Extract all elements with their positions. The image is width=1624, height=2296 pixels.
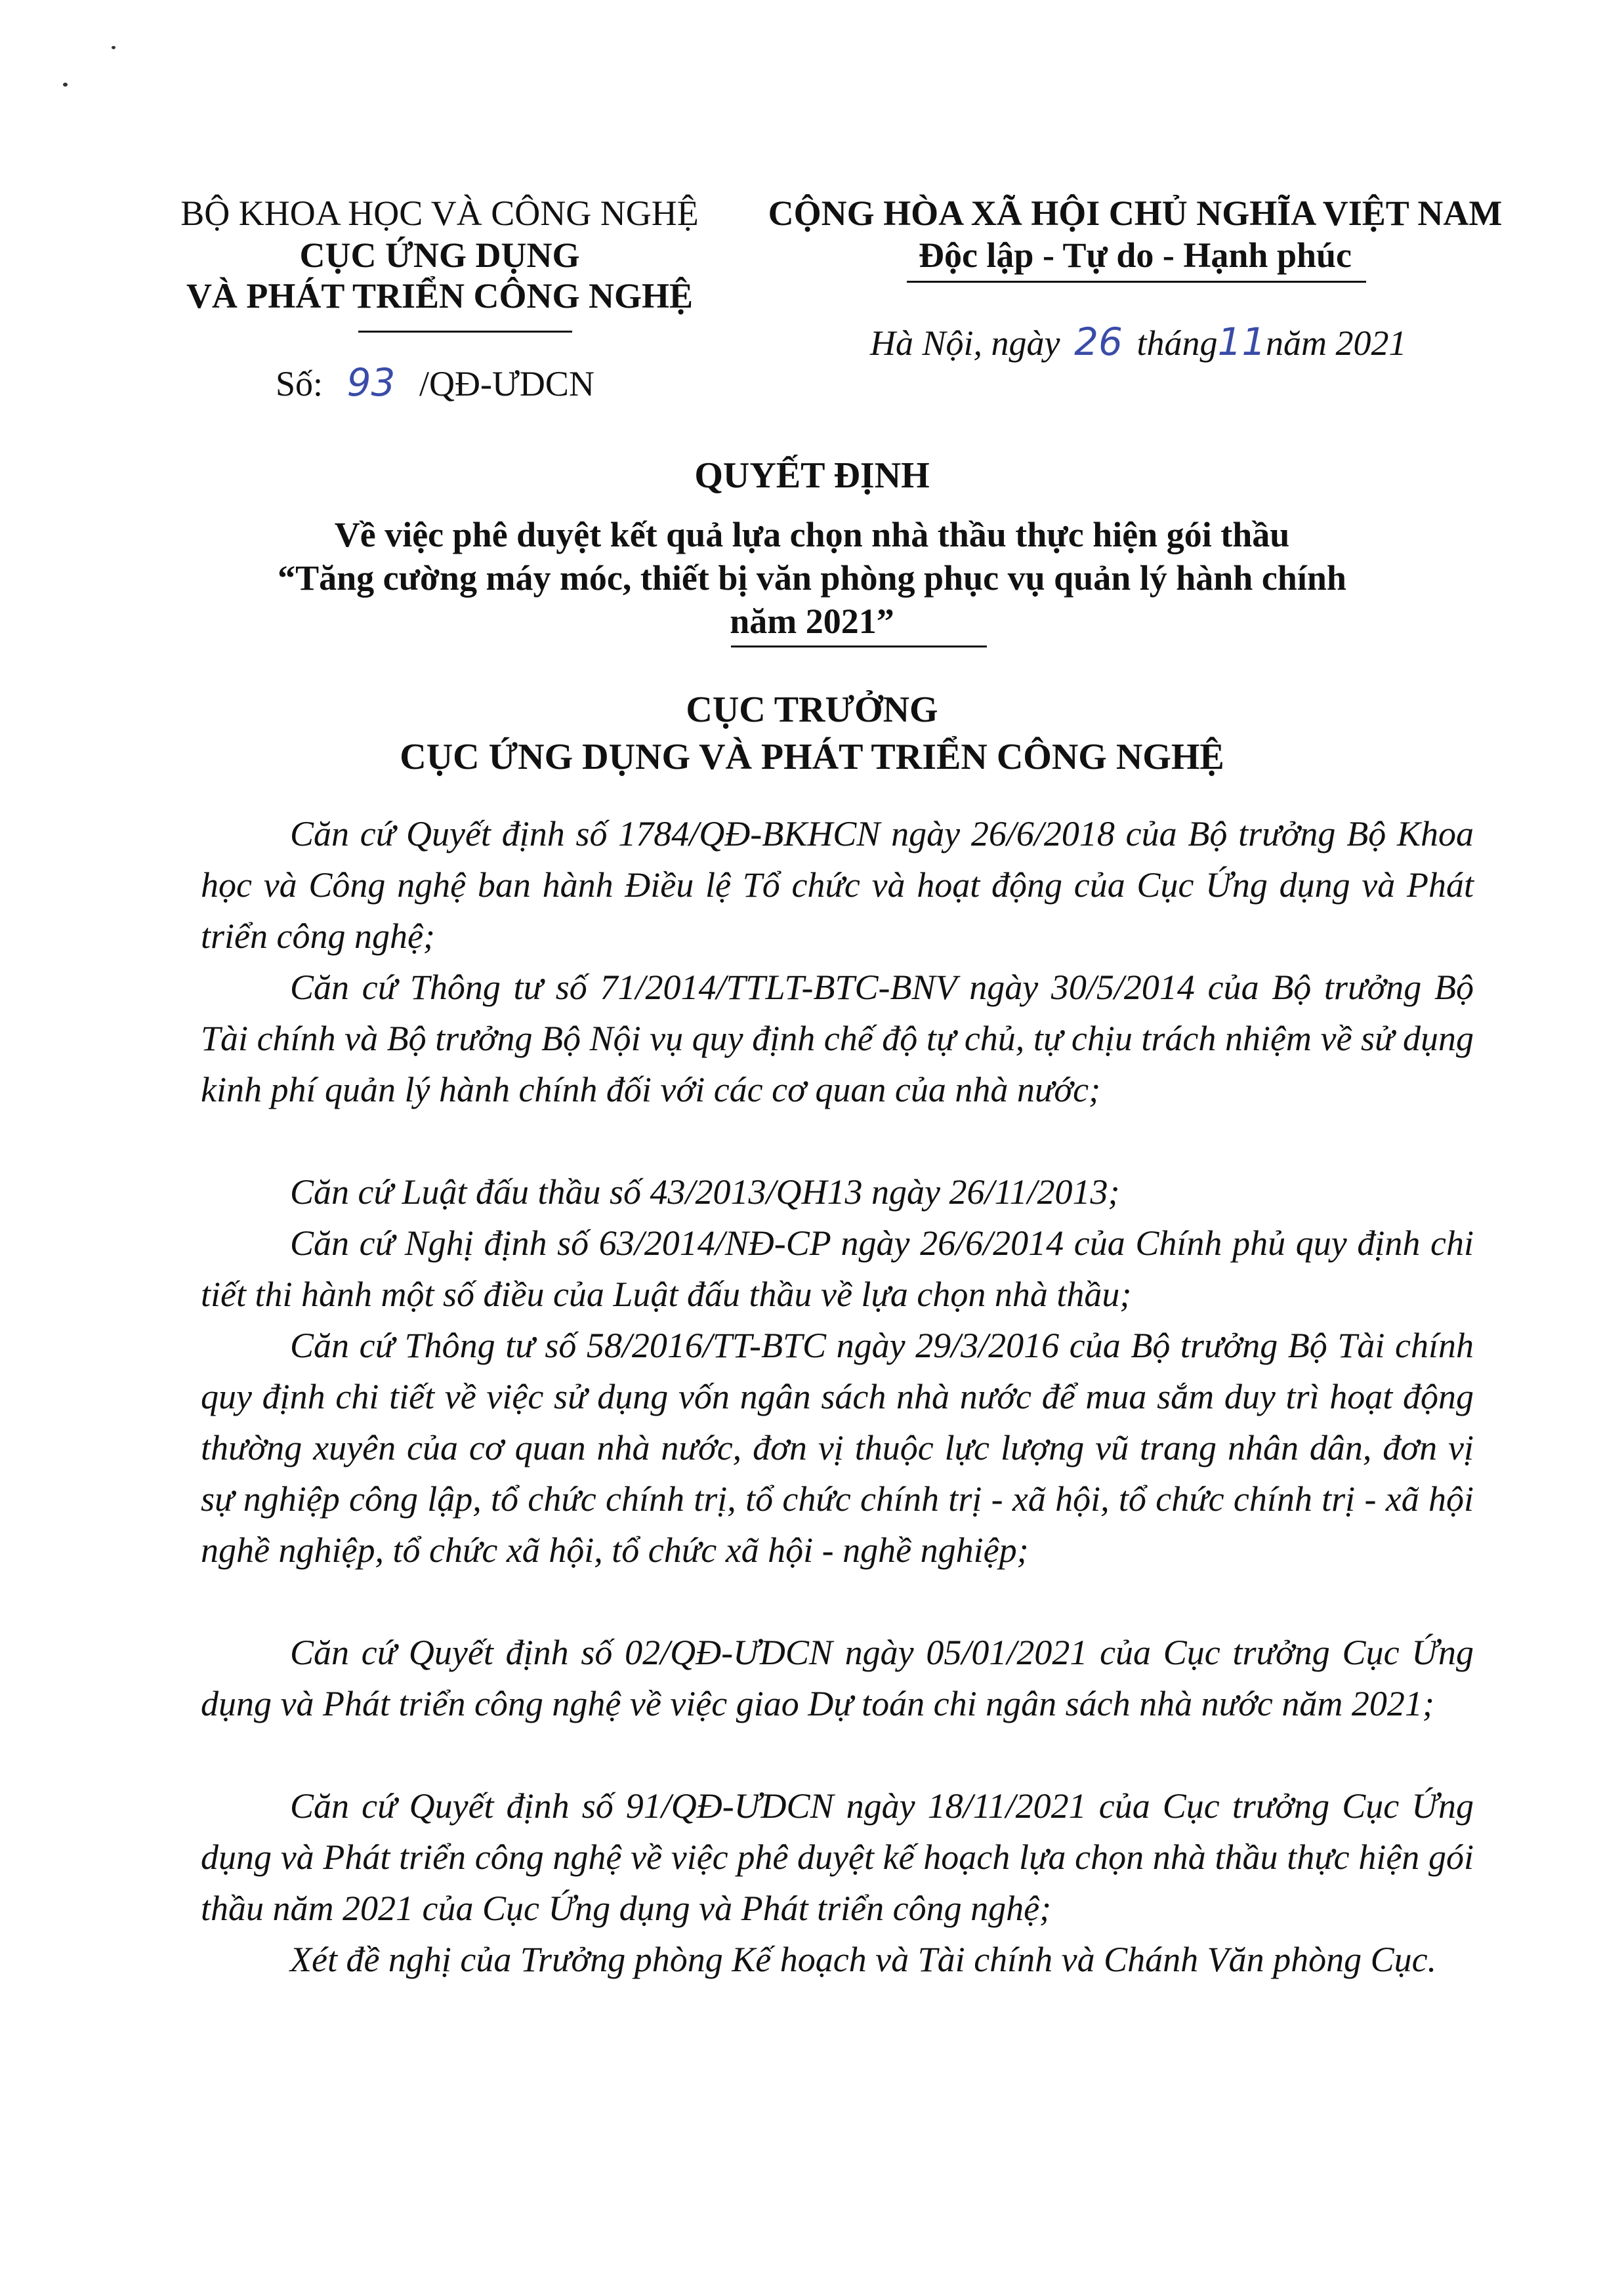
date-prefix: Hà Nội, ngày — [870, 323, 1060, 363]
day-handwritten: 26 — [1074, 319, 1123, 364]
legal-basis-2: Căn cứ Thông tư số 71/2014/TTLT-BTC-BNV ngày 30/5/2014 của Bộ trưởng Bộ Tài chính và Bộ trưởng Bộ Nội vụ quy định chế độ tự chủ, tự chịu trách nhiệm về sử dụng kinh phí quản lý hành chính đối với các cơ quan của nhà nước; — [201, 968, 1474, 1109]
legal-basis-1: Căn cứ Quyết định số 1784/QĐ-BKHCN ngày 26/6/2018 của Bộ trưởng Bộ Khoa học và Công nghệ ban hành Điều lệ Tổ chức và hoạt động của Cục Ứng dụng và Phát triển công nghệ; — [201, 814, 1474, 956]
decision-subject — [131, 513, 1493, 643]
header-left — [157, 192, 722, 316]
subject-line-2: “Tăng cường máy móc, thiết bị văn phòng phục vụ quản lý hành chính — [278, 558, 1346, 598]
agency-name-line2: VÀ PHÁT TRIỂN CÔNG NGHỆ — [186, 276, 694, 316]
legal-basis-6: Căn cứ Quyết định số 02/QĐ-ƯDCN ngày 05/01/2021 của Cục trưởng Cục Ứng dụng và Phát triển công nghệ về việc giao Dự toán chi ngân sách nhà nước năm 2021; — [201, 1633, 1474, 1723]
scan-speck — [63, 83, 68, 87]
header-right — [728, 192, 1542, 276]
scan-speck — [112, 46, 115, 49]
authority-title: CỤC TRƯỞNG — [686, 689, 938, 730]
number-suffix: /QĐ-ƯDCN — [419, 364, 594, 403]
subject-line-3: năm 2021” — [730, 602, 894, 641]
issue-date — [870, 319, 1526, 366]
month-label: tháng — [1136, 323, 1218, 363]
national-motto: Độc lập - Tự do - Hạnh phúc — [918, 236, 1352, 275]
legal-basis-3: Căn cứ Luật đấu thầu số 43/2013/QH13 ngày 26/11/2013; — [290, 1172, 1120, 1212]
header-left-underline — [358, 331, 572, 333]
authority-agency: CỤC ỨNG DỤNG VÀ PHÁT TRIỂN CÔNG NGHỆ — [400, 737, 1224, 777]
legal-basis-4: Căn cứ Nghị định số 63/2014/NĐ-CP ngày 26/6/2014 của Chính phủ quy định chi tiết thi hành một số điều của Luật đấu thầu về lựa chọn nhà thầu; — [201, 1223, 1474, 1314]
number-handwritten: 93 — [346, 360, 396, 405]
motto-underline — [907, 281, 1366, 283]
month-handwritten: 11 — [1217, 319, 1266, 364]
title-underline — [731, 646, 987, 647]
decision-title: QUYẾT ĐỊNH — [694, 455, 930, 496]
legal-basis-7: Căn cứ Quyết định số 91/QĐ-ƯDCN ngày 18/11/2021 của Cục trưởng Cục Ứng dụng và Phát triển công nghệ về việc phê duyệt kế hoạch lựa chọn nhà thầu thực hiện gói thầu năm 2021 của Cục Ứng dụng và Phát triển công nghệ; — [201, 1786, 1474, 1928]
year-label: năm 2021 — [1266, 323, 1407, 363]
document-number — [276, 359, 643, 407]
authority-block — [0, 686, 1624, 781]
number-prefix: Số: — [276, 364, 323, 403]
agency-name-line1: CỤC ỨNG DỤNG — [299, 236, 580, 275]
proposal-clause: Xét đề nghị của Trưởng phòng Kế hoạch và Tài chính và Chánh Văn phòng Cục. — [290, 1940, 1437, 1979]
country-name: CỘNG HÒA XÃ HỘI CHỦ NGHĨA VIỆT NAM — [768, 194, 1503, 233]
subject-line-1: Về việc phê duyệt kết quả lựa chọn nhà thầu thực hiện gói thầu — [334, 515, 1290, 554]
ministry-name: BỘ KHOA HỌC VÀ CÔNG NGHỆ — [180, 194, 699, 233]
legal-basis-5: Căn cứ Thông tư số 58/2016/TT-BTC ngày 29/3/2016 của Bộ trưởng Bộ Tài chính quy định chi tiết về việc sử dụng vốn ngân sách nhà nước để mua sắm duy trì hoạt động thường xuyên của cơ quan nhà nước, đơn vị thuộc lực lượng vũ trang nhân dân, đơn vị sự nghiệp công lập, tổ chức chính trị, tổ chức chính trị - xã hội, tổ chức chính trị - xã hội nghề nghiệp, tổ chức xã hội, tổ chức xã hội - nghề nghiệp; — [201, 1326, 1474, 1570]
